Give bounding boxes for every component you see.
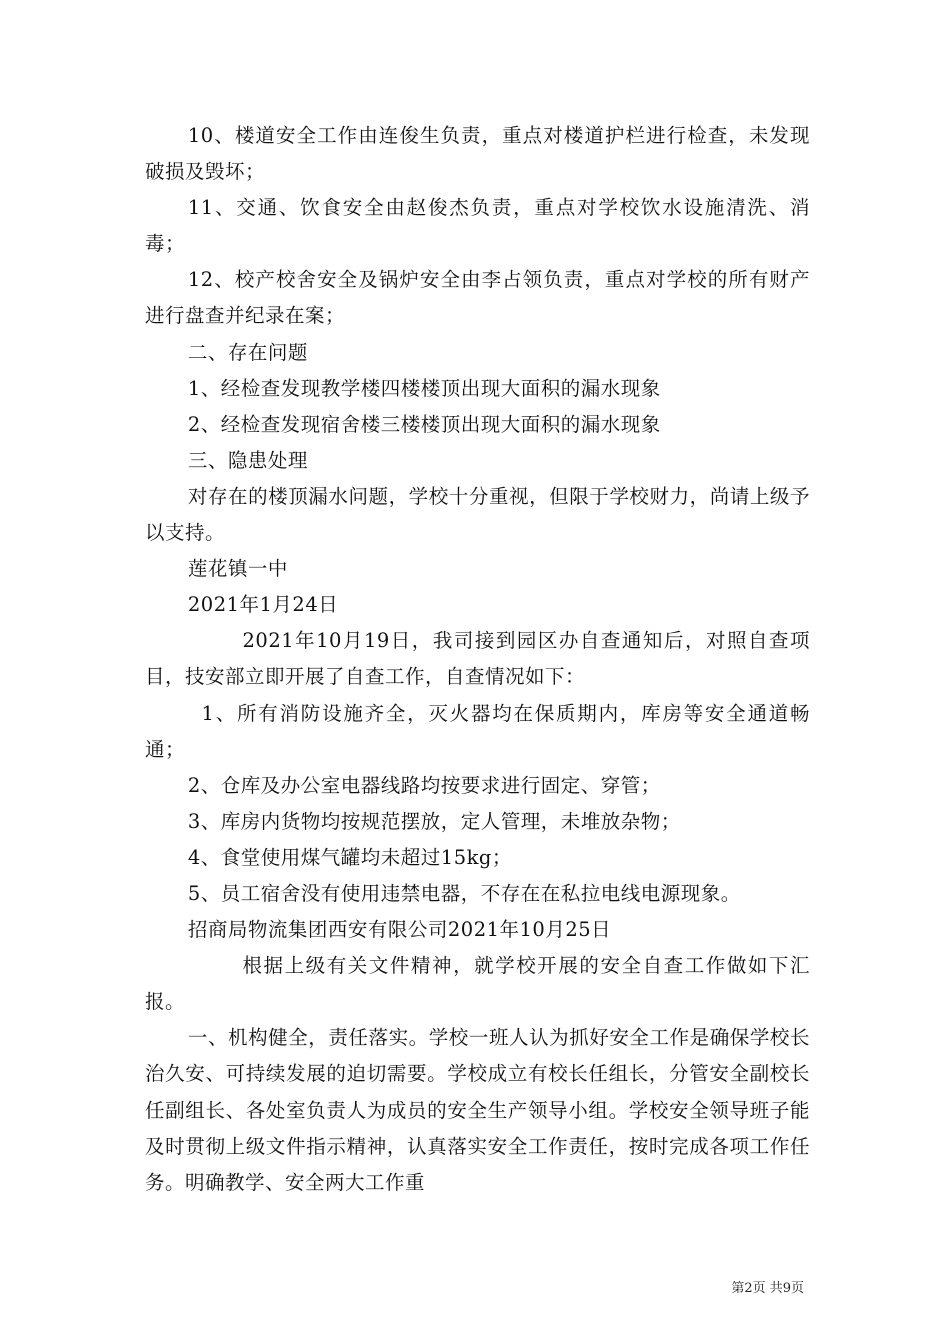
check-item-2: 2、仓库及办公室电器线路均按要求进行固定、穿管；	[187, 773, 661, 797]
company-signature: 招商局物流集团西安有限公司2021年10月25日	[187, 918, 612, 942]
signature-school: 莲花镇一中	[187, 557, 288, 581]
problem-item-1: 1、经检查发现教学楼四楼楼顶出现大面积的漏水现象	[187, 376, 661, 400]
paragraph-item-11: 11、交通、饮食安全由赵俊杰负责，重点对学校饮水设施清洗、消毒；	[145, 196, 810, 256]
signature-date: 2021年1月24日	[187, 593, 339, 617]
check-item-5: 5、员工宿舍没有使用违禁电器，不存在在私拉电线电源现象。	[187, 881, 741, 905]
hazard-paragraph: 对存在的楼顶漏水问题，学校十分重视，但限于学校财力，尚请上级予以支持。	[145, 484, 810, 545]
check-item-3: 3、库房内货物均按规范摆放，定人管理，未堆放杂物；	[187, 809, 681, 833]
check-item-1: 1、所有消防设施齐全，灭火器均在保质期内，库房等安全通道畅通；	[145, 701, 810, 761]
school-report-intro: 根据上级有关文件精神，就学校开展的安全自查工作做如下汇报。	[145, 954, 810, 1014]
page-number-footer: 第2页 共9页	[731, 1281, 804, 1296]
report-intro-paragraph: 2021年10月19日，我司接到园区办自查通知后，对照自查项目，技安部立即开展了自查工作，自查情况如下：	[145, 629, 810, 689]
paragraph-item-12: 12、校产校舍安全及锅炉安全由李占领负责，重点对学校的所有财产进行盘查并纪录在案；	[145, 268, 810, 328]
check-item-4: 4、食堂使用煤气罐均未超过15kg；	[187, 845, 512, 869]
paragraph-item-10: 10、楼道安全工作由连俊生负责，重点对楼道护栏进行检查，未发现破损及毁坏；	[145, 124, 810, 184]
document-body	[145, 118, 810, 1201]
problem-item-2: 2、经检查发现宿舍楼三楼楼顶出现大面积的漏水现象	[187, 412, 661, 436]
school-report-section-1: 一、机构健全，责任落实。学校一班人认为抓好安全工作是确保学校长治久安、可持续发展的迫切需要。学校成立有校长任组长，分管安全副校长任副组长、各处室负责人为成员的安全生产领导小组。学校安全领导班子能及时贯彻上级文件指示精神，认真落实安全工作责任，按时完成各项工作任务。明确教学、安全两大工作重	[145, 1026, 810, 1194]
section-heading-hazard: 三、隐患处理	[187, 448, 308, 472]
section-heading-problems: 二、存在问题	[187, 340, 308, 364]
